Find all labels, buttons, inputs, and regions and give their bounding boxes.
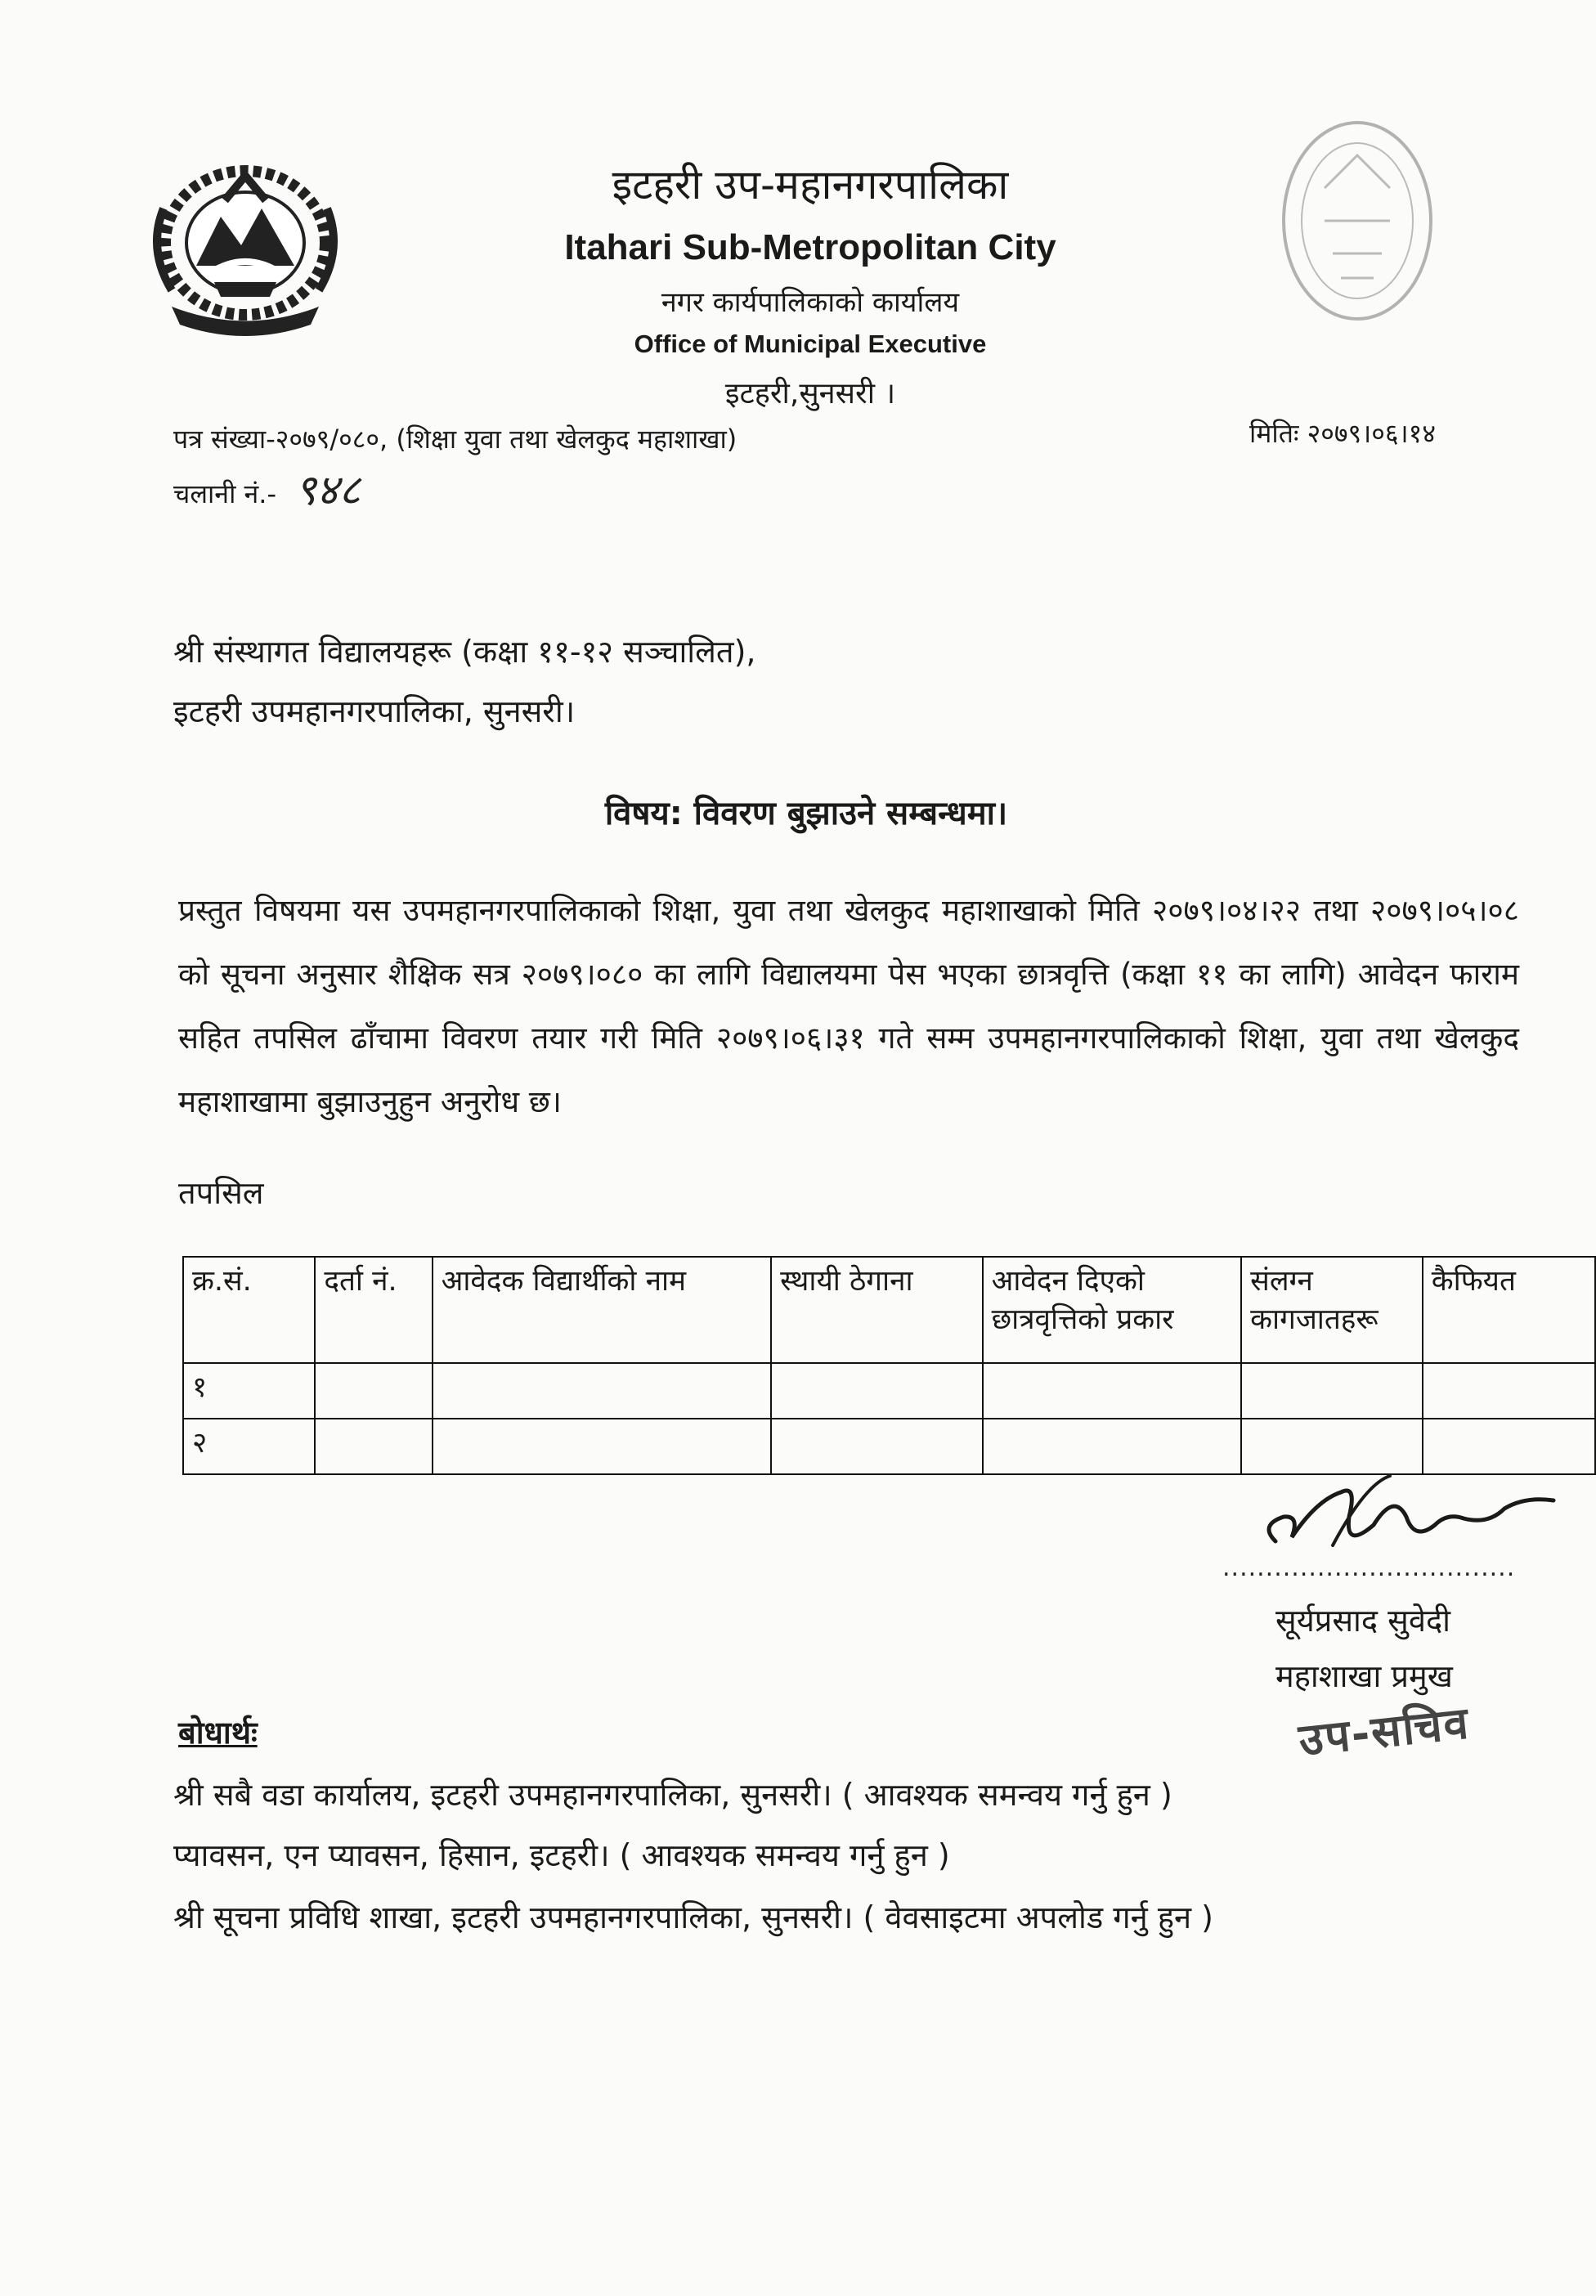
- table-header-row: [183, 1257, 1595, 1363]
- letter-reference: पत्र संख्या-२०७९/०८०, (शिक्षा युवा तथा खेलकुद महाशाखा): [173, 424, 737, 455]
- table-cell: [433, 1419, 771, 1474]
- letter-subject: विषय: विवरण बुझाउने सम्बन्धमा।: [604, 795, 1008, 832]
- office-name-english: Itahari Sub-Metropolitan City: [564, 227, 1056, 267]
- office-location: इटहरी,सुनसरी ।: [724, 377, 896, 410]
- table-cell: [1423, 1363, 1595, 1419]
- letter-date: मितिः २०७९।०६।१४: [1249, 418, 1436, 449]
- column-header: कैफियत: [1423, 1257, 1595, 1363]
- column-header: आवेदक विद्यार्थीको नाम: [433, 1257, 771, 1363]
- executive-office-nepali: नगर कार्यपालिकाको कार्यालय: [661, 286, 960, 319]
- table-cell: [771, 1363, 982, 1419]
- table-cell: [1241, 1363, 1423, 1419]
- column-header: आवेदन दिएको छात्रवृत्तिको प्रकार: [983, 1257, 1242, 1363]
- table-cell: [315, 1419, 432, 1474]
- deputy-secretary-stamp: उप-सचिव: [1296, 1697, 1473, 1766]
- signature-line: ..................................: [1222, 1554, 1516, 1582]
- table-cell: २: [183, 1419, 315, 1474]
- column-header: स्थायी ठेगाना: [771, 1257, 982, 1363]
- cc-line: प्यावसन, एन प्यावसन, हिसान, इटहरी। ( आवश्यक समन्वय गर्नु हुन ): [173, 1837, 950, 1873]
- column-header: दर्ता नं.: [315, 1257, 432, 1363]
- cc-line: श्री सूचना प्रविधि शाखा, इटहरी उपमहानगरपालिका, सुनसरी। ( वेवसाइटमा अपलोड गर्नु हुन ): [173, 1899, 1213, 1935]
- dispatch-number-handwritten: ९४८: [294, 466, 361, 515]
- table-cell: [983, 1363, 1242, 1419]
- table-row: [183, 1363, 1595, 1419]
- table-cell: [771, 1419, 982, 1474]
- signatory-name: सूर्यप्रसाद सुवेदी: [1275, 1603, 1450, 1639]
- handwritten-signature: [1243, 1468, 1570, 1566]
- table-cell: १: [183, 1363, 315, 1419]
- cc-line: श्री सबै वडा कार्यालय, इटहरी उपमहानगरपालिका, सुनसरी। ( आवश्यक समन्वय गर्नु हुन ): [173, 1777, 1172, 1813]
- executive-office-english: Office of Municipal Executive: [634, 330, 987, 358]
- table-cell: [1423, 1419, 1595, 1474]
- table-cell: [433, 1363, 771, 1419]
- column-header: संलग्न कागजातहरू: [1241, 1257, 1423, 1363]
- details-label: तपसिल: [178, 1175, 264, 1211]
- recipient-line-1: श्री संस्थागत विद्यालयहरू (कक्षा ११-१२ सञ्चालित),: [173, 634, 756, 670]
- recipient-line-2: इटहरी उपमहानगरपालिका, सुनसरी।: [173, 693, 576, 729]
- table-row: [183, 1419, 1595, 1474]
- letter-body: प्रस्तुत विषयमा यस उपमहानगरपालिकाको शिक्षा, युवा तथा खेलकुद महाशाखाको मिति २०७९।०४।२२ तथा २०७९।०५।०८ को सूचना अनुसार शैक्षिक सत्र २०७९।०८० का लागि विद्यालयमा पेस भएका छात्रवृत्ति (कक्षा ११ का लागि) आवेदन फाराम सहित तपसिल ढाँचामा विवरण तयार गरी मिति २०७९।०६।३१ गते सम्म उपमहानगरपालिकाको शिक्षा, युवा तथा खेलकुद महाशाखामा बुझाउनुहुन अनुरोध छ।: [178, 893, 1519, 1119]
- column-header: क्र.सं.: [183, 1257, 315, 1363]
- dispatch-label: चलानी नं.-: [173, 478, 277, 509]
- table-cell: [315, 1363, 432, 1419]
- signatory-title: महाशाखा प्रमुख: [1275, 1658, 1453, 1694]
- office-name-nepali: इटहरी उप-महानगरपालिका: [612, 161, 1009, 209]
- table-cell: [1241, 1419, 1423, 1474]
- table-cell: [983, 1419, 1242, 1474]
- cc-heading: बोधार्थः: [178, 1715, 258, 1751]
- details-table: [182, 1256, 1596, 1475]
